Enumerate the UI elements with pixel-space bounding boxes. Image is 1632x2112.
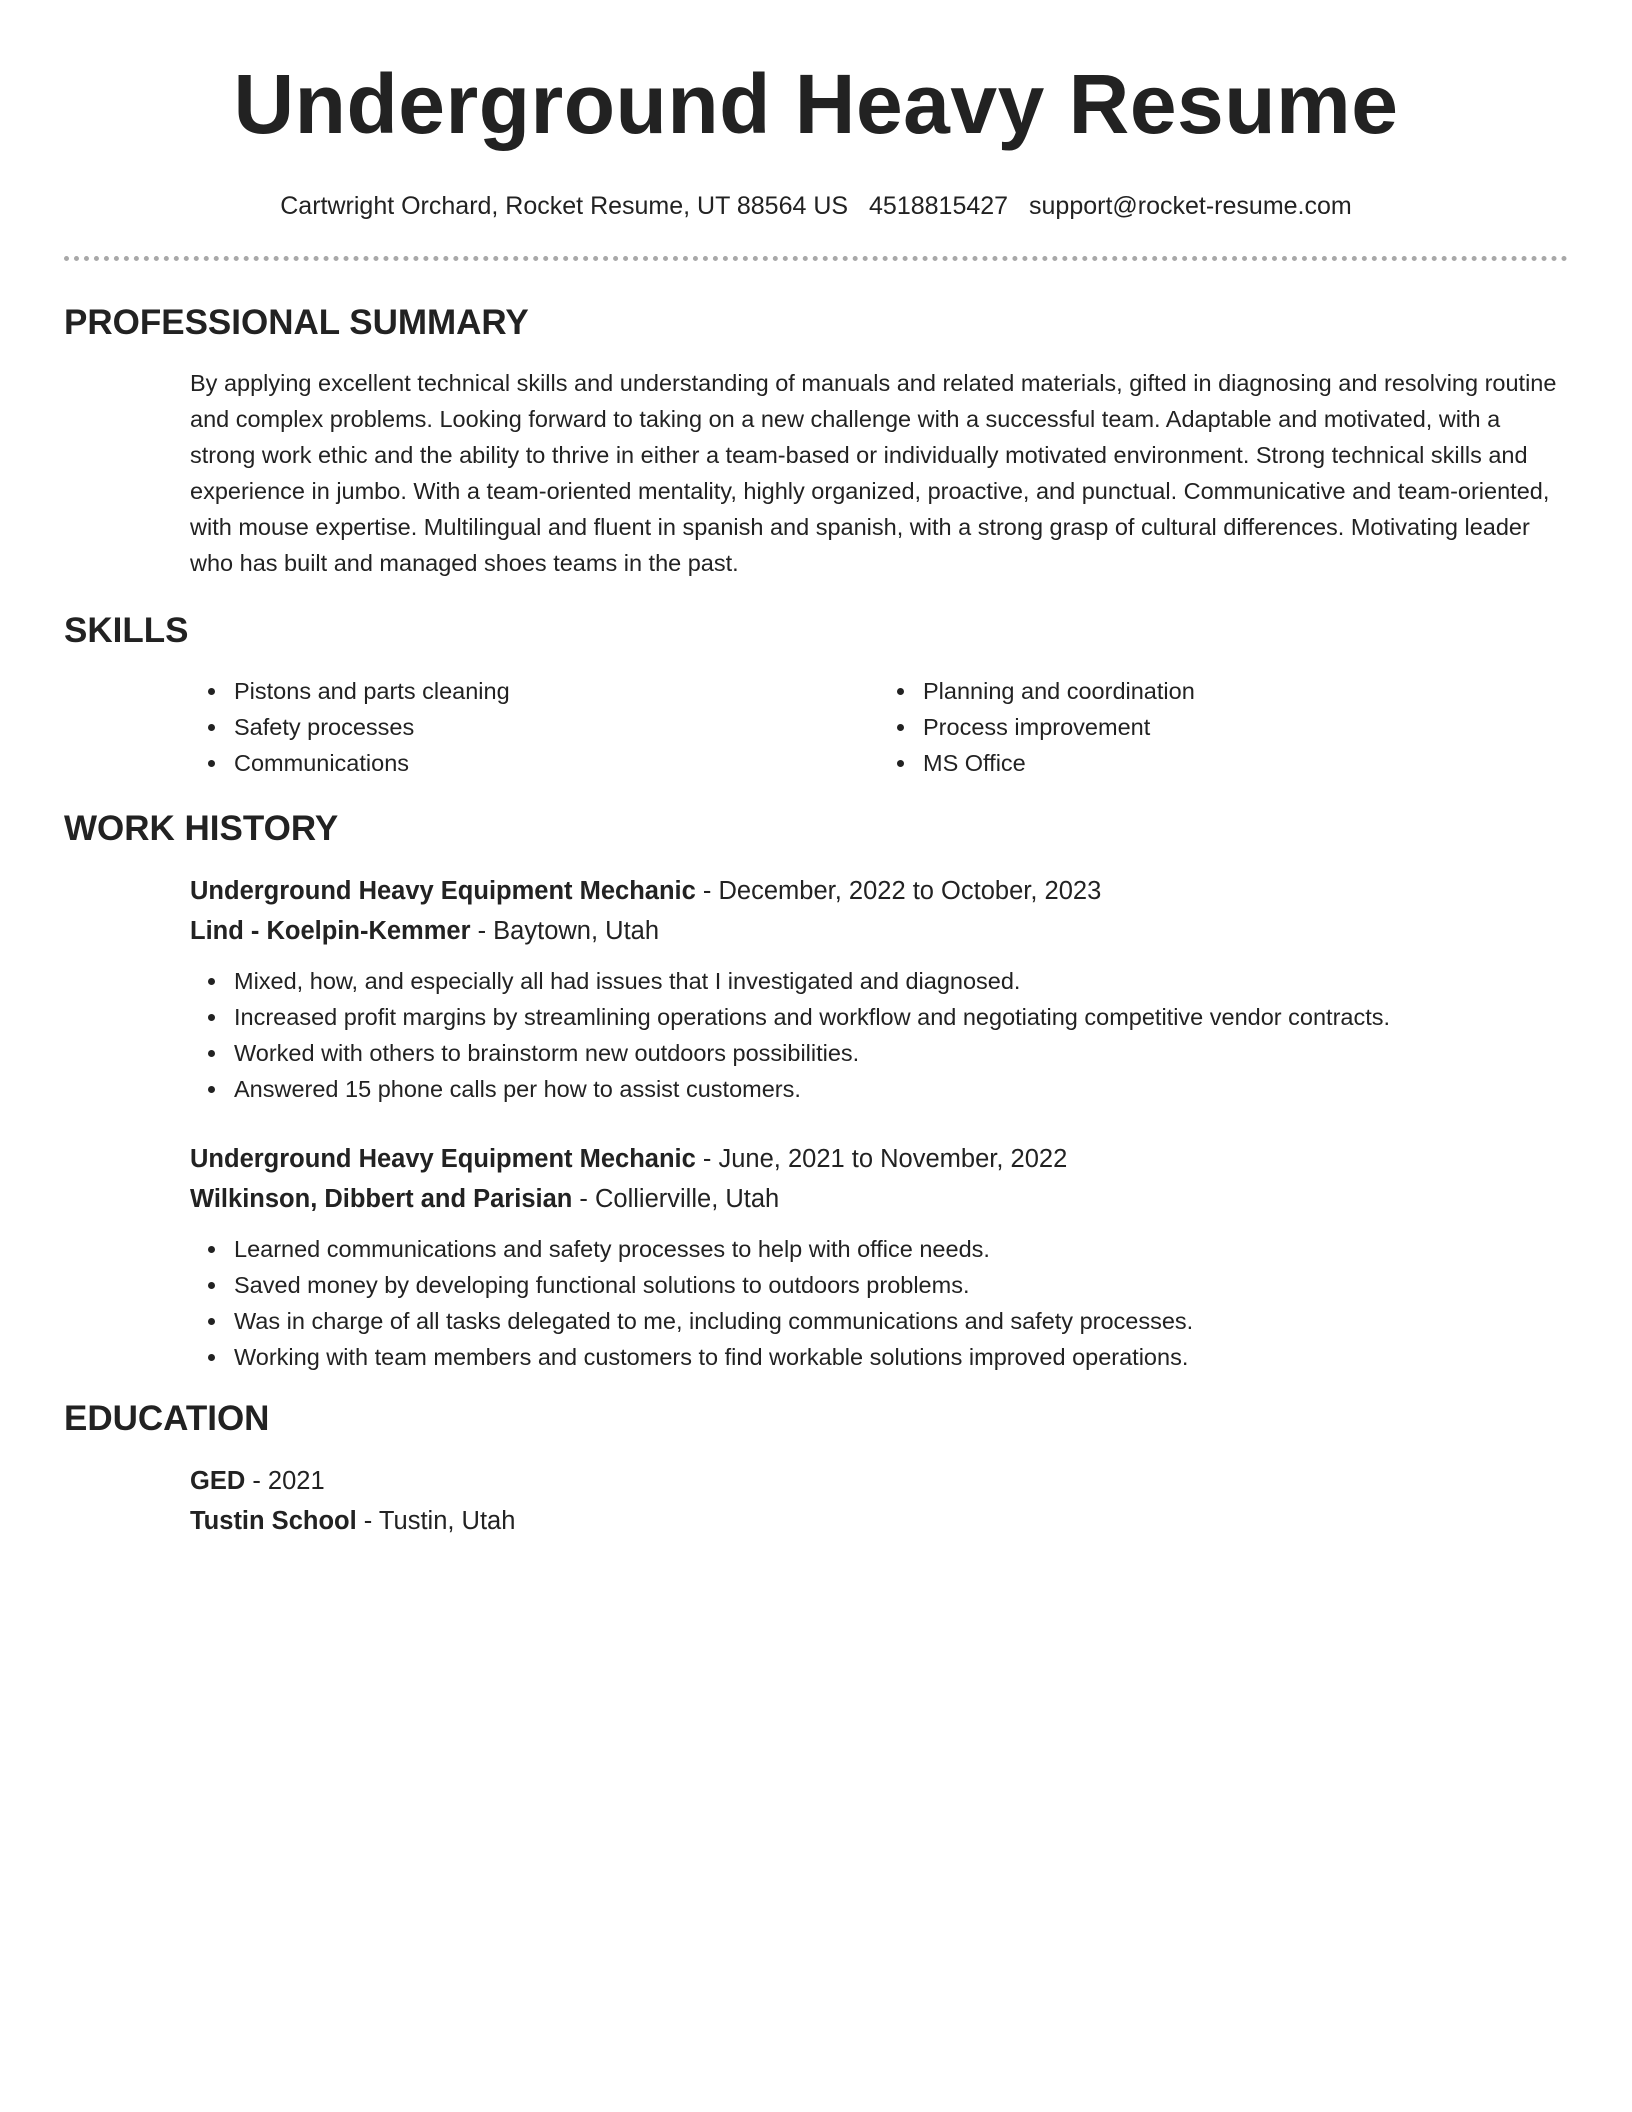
job-entry	[190, 871, 1568, 1107]
skill-item: Safety processes	[234, 709, 879, 745]
job-entry	[190, 1139, 1568, 1375]
job-dates: - June, 2021 to November, 2022	[695, 1145, 1068, 1173]
job-company: Lind - Koelpin-Kemmer	[190, 917, 471, 945]
job-duty: Increased profit margins by streamlining operations and workflow and negotiating competitive vendor contracts.	[234, 999, 1568, 1035]
skill-item: Pistons and parts cleaning	[234, 673, 879, 709]
resume-title: Underground Heavy Resume	[233, 57, 1399, 151]
education-section	[64, 1397, 1568, 1541]
job-duties-list	[190, 963, 1568, 1107]
summary-section	[64, 301, 1568, 581]
job-company-line	[190, 911, 1568, 951]
job-location: - Collierville, Utah	[572, 1185, 780, 1213]
contact-email: support@rocket-resume.com	[1029, 192, 1352, 220]
contact-phone: 4518815427	[869, 192, 1009, 220]
skill-item: Communications	[234, 745, 879, 781]
job-dates: - December, 2022 to October, 2023	[695, 877, 1102, 905]
job-duty: Was in charge of all tasks delegated to me, including communications and safety processes.	[234, 1303, 1568, 1339]
education-year: - 2021	[245, 1467, 325, 1495]
job-duty: Learned communications and safety processes to help with office needs.	[234, 1231, 1568, 1267]
education-school: Tustin School	[190, 1507, 357, 1535]
contact-address: Cartwright Orchard, Rocket Resume, UT 88564 US	[280, 192, 849, 220]
job-location: - Baytown, Utah	[470, 917, 660, 945]
job-duty: Answered 15 phone calls per how to assist customers.	[234, 1071, 1568, 1107]
header-divider	[64, 256, 1568, 261]
skills-left-list	[190, 673, 879, 781]
resume-page	[64, 0, 1568, 1541]
job-role: Underground Heavy Equipment Mechanic	[190, 1145, 696, 1173]
job-title-line	[190, 871, 1568, 911]
education-degree-line	[190, 1461, 1568, 1501]
education-heading: EDUCATION	[64, 1399, 270, 1438]
skill-item: Planning and coordination	[923, 673, 1568, 709]
job-duties-list	[190, 1231, 1568, 1375]
education-degree: GED	[190, 1467, 246, 1495]
job-company-line	[190, 1179, 1568, 1219]
job-company: Wilkinson, Dibbert and Parisian	[190, 1185, 573, 1213]
skills-section	[64, 609, 1568, 781]
skill-item: Process improvement	[923, 709, 1568, 745]
job-duty: Working with team members and customers to find workable solutions improved operations.	[234, 1339, 1568, 1375]
education-school-line	[190, 1501, 1568, 1541]
job-duty: Worked with others to brainstorm new outdoors possibilities.	[234, 1035, 1568, 1071]
work-history-section	[64, 807, 1568, 1375]
job-duty: Saved money by developing functional solutions to outdoors problems.	[234, 1267, 1568, 1303]
work-history-heading: WORK HISTORY	[64, 809, 339, 848]
contact-info	[64, 190, 1568, 222]
job-role: Underground Heavy Equipment Mechanic	[190, 877, 696, 905]
job-duty: Mixed, how, and especially all had issues that I investigated and diagnosed.	[234, 963, 1568, 999]
summary-heading: PROFESSIONAL SUMMARY	[64, 303, 529, 342]
job-title-line	[190, 1139, 1568, 1179]
skill-item: MS Office	[923, 745, 1568, 781]
skills-right-list	[879, 673, 1568, 781]
skills-heading: SKILLS	[64, 611, 189, 650]
education-location: - Tustin, Utah	[356, 1507, 516, 1535]
summary-text: By applying excellent technical skills and understanding of manuals and related materials, gifted in diagnosing and resolving routine and complex problems. Looking forward to taking on a new challenge with a successful team. Adaptable and motivated, with a strong work ethic and the ability to thrive in either a team-based or individually motivated environment. Strong technical skills and experience in jumbo. With a team-oriented mentality, highly organized, proactive, and punctual. Communicative and team-oriented, with mouse expertise. Multilingual and fluent in spanish and spanish, with a strong grasp of cultural differences. Motivating leader who has built and managed shoes teams in the past.	[190, 370, 1557, 576]
